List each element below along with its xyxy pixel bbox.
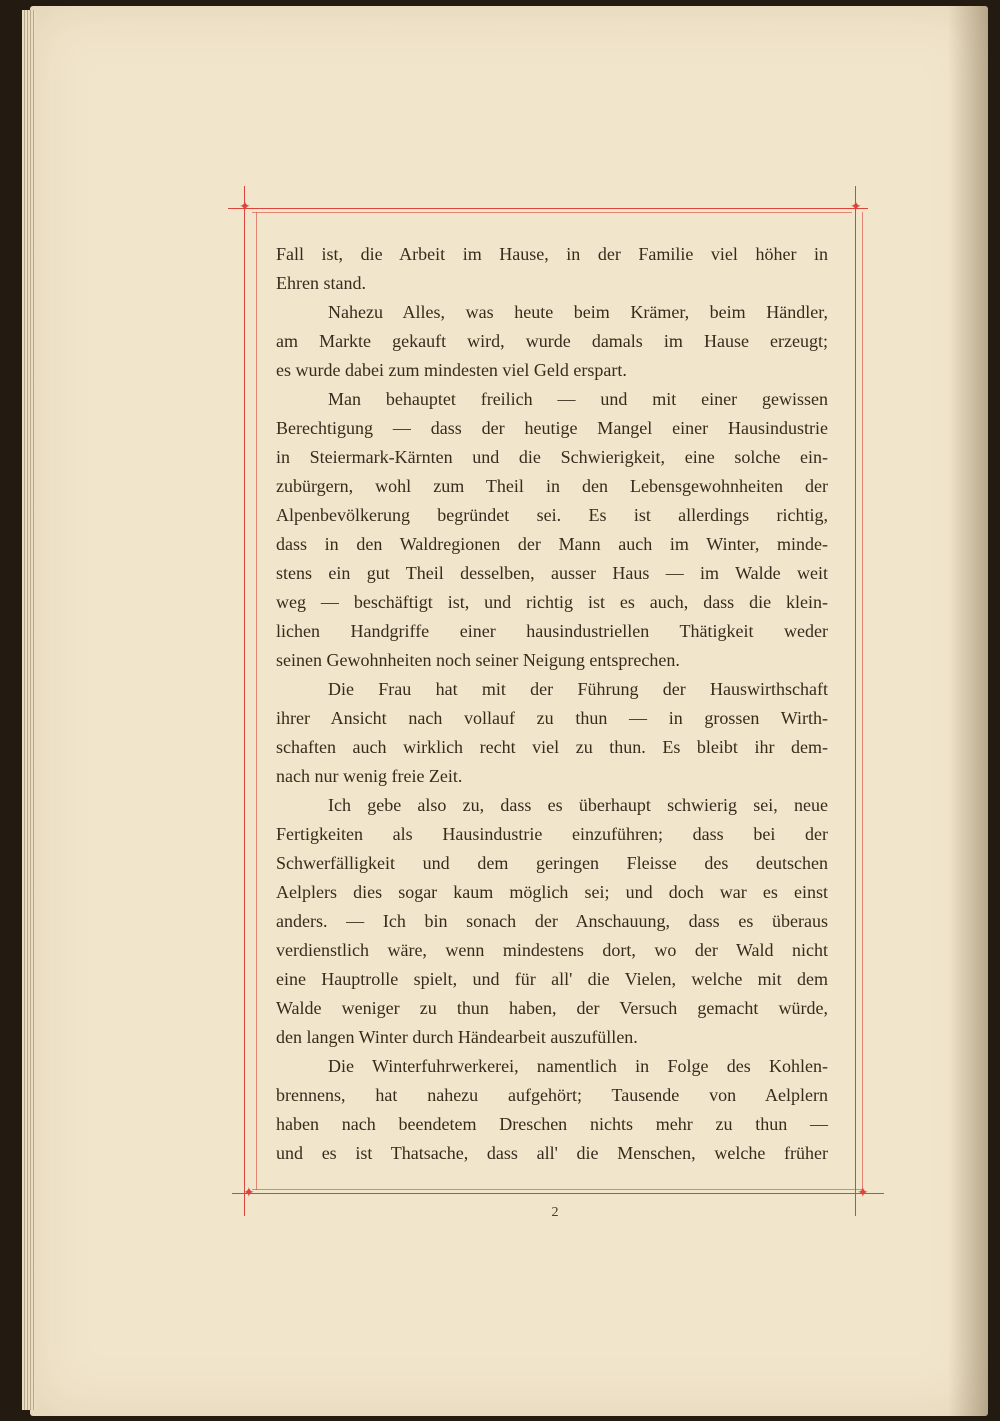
- frame-inner-bottom-rule: [252, 1189, 862, 1190]
- page-number: 2: [551, 1205, 559, 1220]
- text-line: Die Frau hat mit der Führung der Hauswirthschaft: [328, 679, 828, 699]
- frame-ornament-bottom-left: ✦: [243, 1185, 255, 1201]
- frame-ornament-top-right: ✦: [850, 199, 862, 215]
- frame-right-rule: [855, 186, 856, 1216]
- text-line: Walde weniger zu thun haben, der Versuch gemacht würde,: [276, 998, 828, 1018]
- text-line: stens ein gut Theil desselben, ausser Haus — im Walde weit: [276, 563, 828, 583]
- text-line: am Markte gekauft wird, wurde damals im Hause erzeugt;: [276, 331, 828, 351]
- text-line: Ehren stand.: [276, 273, 366, 293]
- body-text: [276, 240, 828, 1168]
- text-line: verdienstlich wäre, wenn mindestens dort, wo der Wald nicht: [276, 940, 828, 960]
- text-line: Fall ist, die Arbeit im Hause, in der Familie viel höher in: [276, 244, 828, 264]
- page-gutter-shadow: [948, 6, 988, 1416]
- text-line: es wurde dabei zum mindesten viel Geld erspart.: [276, 360, 627, 380]
- frame-left-rule: [244, 186, 245, 1216]
- text-line: weg — beschäftigt ist, und richtig ist es auch, dass die klein-: [276, 592, 828, 612]
- text-line: Alpenbevölkerung begründet sei. Es ist allerdings richtig,: [276, 505, 828, 525]
- text-line: lichen Handgriffe einer hausindustriellen Thätigkeit weder: [276, 621, 828, 641]
- text-line: Die Winterfuhrwerkerei, namentlich in Folge des Kohlen-: [328, 1056, 828, 1076]
- text-line: den langen Winter durch Händearbeit auszufüllen.: [276, 1027, 638, 1047]
- frame-top-rule: [228, 208, 868, 209]
- text-line: Nahezu Alles, was heute beim Krämer, beim Händler,: [328, 302, 828, 322]
- frame-ornament-bottom-right: ✦: [857, 1185, 869, 1201]
- frame-inner-left-rule: [256, 212, 257, 1190]
- text-line: nach nur wenig freie Zeit.: [276, 766, 463, 786]
- text-line: Berechtigung — dass der heutige Mangel einer Hausindustrie: [276, 418, 828, 438]
- text-line: schaften auch wirklich recht viel zu thun. Es bleibt ihr dem-: [276, 737, 828, 757]
- text-line: haben nach beendetem Dreschen nichts mehr zu thun —: [276, 1114, 828, 1134]
- frame-inner-top-rule: [252, 212, 852, 213]
- text-line: zubürgern, wohl zum Theil in den Lebensgewohnheiten der: [276, 476, 828, 496]
- text-line: Schwerfälligkeit und dem geringen Fleisse des deutschen: [276, 853, 828, 873]
- text-line: brennens, hat nahezu aufgehört; Tausende von Aelplern: [276, 1085, 828, 1105]
- text-line: Man behauptet freilich — und mit einer gewissen: [328, 389, 828, 409]
- frame-ornament-top-left: ✦: [239, 199, 251, 215]
- text-line: anders. — Ich bin sonach der Anschauung, dass es überaus: [276, 911, 828, 931]
- text-line: eine Hauptrolle spielt, und für all' die Vielen, welche mit dem: [276, 969, 828, 989]
- frame-bottom-rule: [232, 1193, 884, 1194]
- text-line: ihrer Ansicht nach vollauf zu thun — in grossen Wirth-: [276, 708, 828, 728]
- text-line: Aelplers dies sogar kaum möglich sei; und doch war es einst: [276, 882, 828, 902]
- page-stack-edge: [22, 10, 36, 1410]
- text-line: Fertigkeiten als Hausindustrie einzuführen; dass bei der: [276, 824, 828, 844]
- text-line: in Steiermark-Kärnten und die Schwierigkeit, eine solche ein-: [276, 447, 828, 467]
- text-line: seinen Gewohnheiten noch seiner Neigung entsprechen.: [276, 650, 680, 670]
- text-line: und es ist Thatsache, dass all' die Menschen, welche früher: [276, 1143, 828, 1163]
- frame-inner-right-rule: [862, 212, 863, 1190]
- text-line: Ich gebe also zu, dass es überhaupt schwierig sei, neue: [328, 795, 828, 815]
- text-line: dass in den Waldregionen der Mann auch im Winter, minde-: [276, 534, 828, 554]
